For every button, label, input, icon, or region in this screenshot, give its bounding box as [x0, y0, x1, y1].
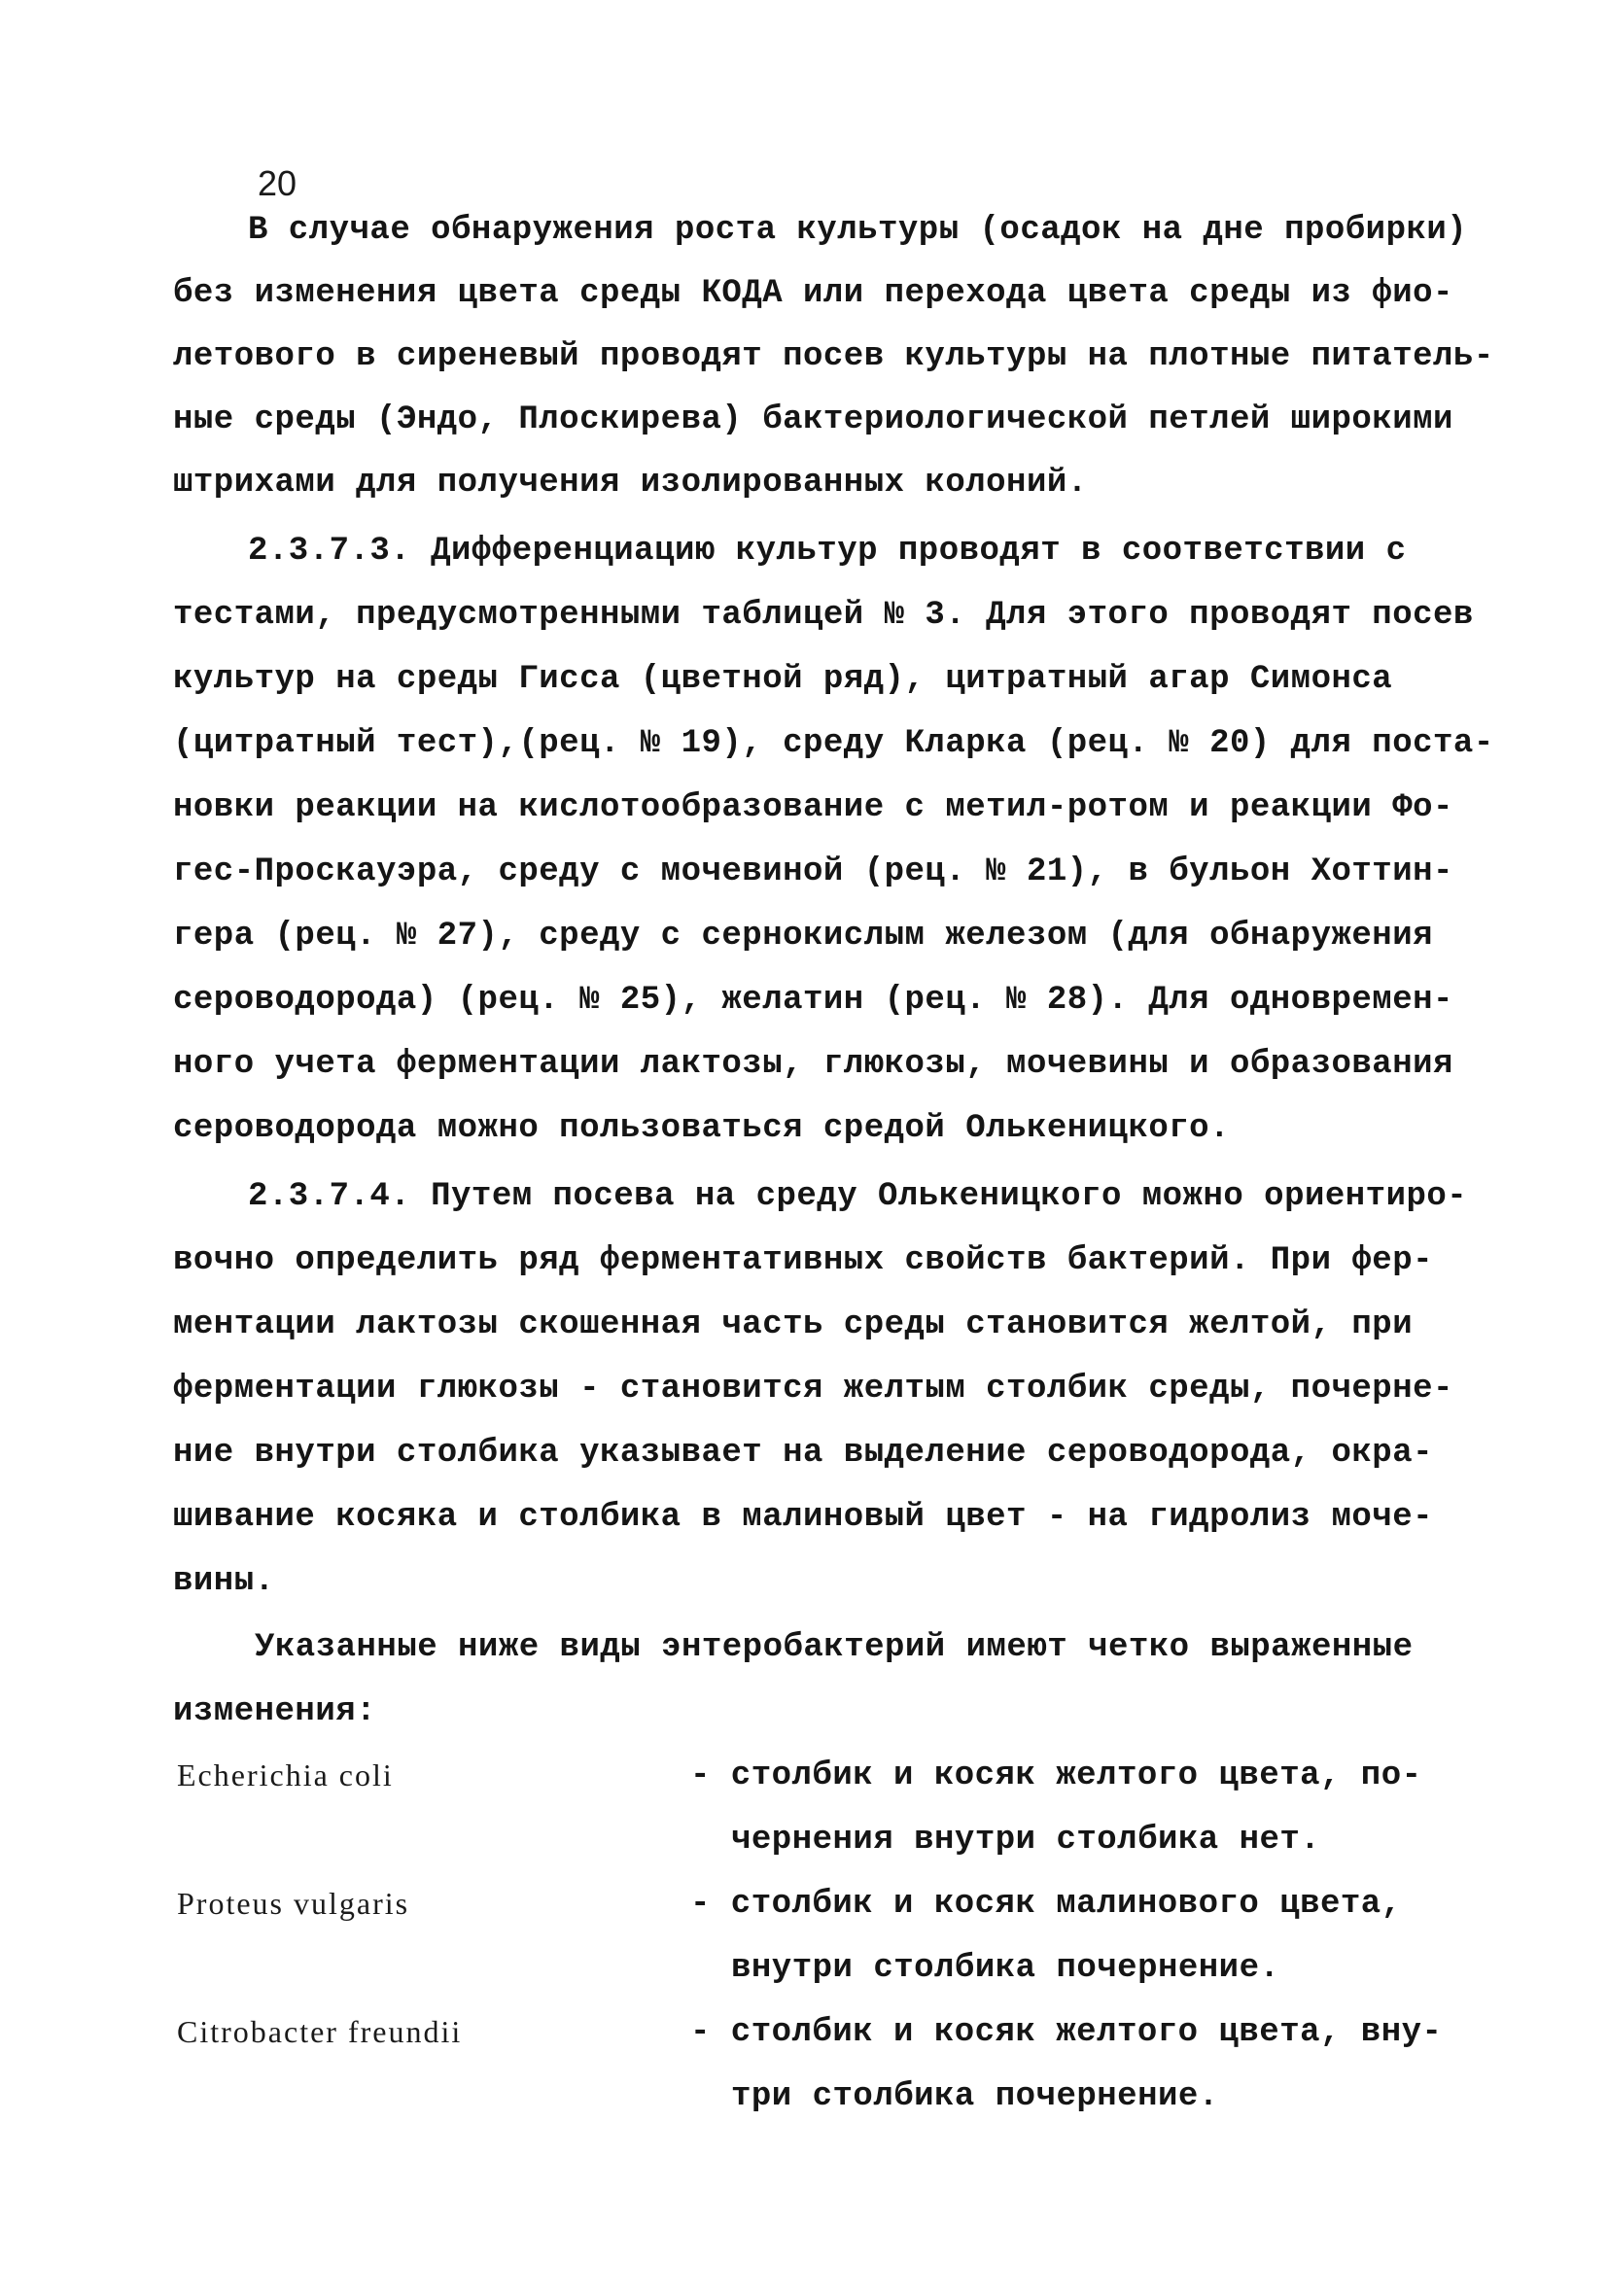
paragraph1-line: ные среды (Эндо, Плоскирева) бактериологической петлей широкими: [173, 401, 1453, 438]
paragraph3-line: ние внутри столбика указывает на выделение сероводорода, окра-: [173, 1435, 1434, 1472]
paragraph2-line: сероводорода) (рец. № 25), желатин (рец. № 28). Для одновремен-: [173, 982, 1453, 1019]
paragraph2-line: ного учета ферментации лактозы, глюкозы, мочевины и образования: [173, 1046, 1453, 1083]
paragraph4-line: Указанные ниже виды энтеробактерий имеют четко выраженные: [255, 1629, 1414, 1666]
paragraph2-line: гес-Проскауэра, среду с мочевиной (рец. № 21), в бульон Хоттин-: [173, 853, 1453, 890]
species-description: внутри столбика почернение.: [731, 1950, 1280, 1987]
paragraph4-line: изменения:: [173, 1693, 377, 1730]
paragraph2-line: гера (рец. № 27), среду с сернокислым железом (для обнаружения: [173, 918, 1434, 955]
species-description: три столбика почернение.: [731, 2078, 1219, 2115]
paragraph1-line: В случае обнаружения роста культуры (осадок на дне пробирки): [248, 212, 1468, 249]
paragraph3-line: 2.3.7.4. Путем посева на среду Олькеницкого можно ориентиро-: [248, 1178, 1468, 1215]
paragraph1-line: штрихами для получения изолированных колоний.: [173, 465, 1088, 502]
paragraph3-line: шивание косяка и столбика в малиновый цвет - на гидролиз моче-: [173, 1499, 1434, 1536]
paragraph2-line: новки реакции на кислотообразование с метил-ротом и реакции Фо-: [173, 789, 1453, 826]
paragraph2-line: тестами, предусмотренными таблицей № 3. Для этого проводят посев: [173, 597, 1474, 634]
species-description: - столбик и косяк желтого цвета, вну-: [690, 2014, 1443, 2051]
paragraph1-line: летового в сиреневый проводят посев культуры на плотные питатель-: [173, 338, 1494, 375]
page-number: 20: [258, 163, 297, 203]
paragraph3-line: вочно определить ряд ферментативных свойств бактерий. При фер-: [173, 1242, 1434, 1279]
species-name: Proteus vulgaris: [177, 1886, 410, 1921]
paragraph2-line: культур на среды Гисса (цветной ряд), цитратный агар Симонса: [173, 661, 1393, 698]
paragraph1-line: без изменения цвета среды КОДА или перехода цвета среды из фио-: [173, 275, 1453, 312]
paragraph2-line: 2.3.7.3. Дифференциацию культур проводят в соответствии с: [248, 533, 1407, 570]
species-description: - столбик и косяк желтого цвета, по-: [690, 1757, 1422, 1794]
species-description: - столбик и косяк малинового цвета,: [690, 1886, 1402, 1923]
paragraph3-line: вины.: [173, 1563, 275, 1600]
paragraph3-line: ментации лактозы скошенная часть среды становится желтой, при: [173, 1306, 1414, 1343]
paragraph3-line: ферментации глюкозы - становится желтым столбик среды, почерне-: [173, 1371, 1453, 1408]
paragraph2-line: (цитратный тест),(рец. № 19), среду Кларка (рец. № 20) для поста-: [173, 725, 1494, 762]
species-name: Citrobacter freundii: [177, 2014, 463, 2049]
species-name: Echerichia coli: [177, 1757, 394, 1792]
species-description: чернения внутри столбика нет.: [731, 1822, 1321, 1859]
paragraph2-line: сероводорода можно пользоваться средой Олькеницкого.: [173, 1110, 1230, 1147]
